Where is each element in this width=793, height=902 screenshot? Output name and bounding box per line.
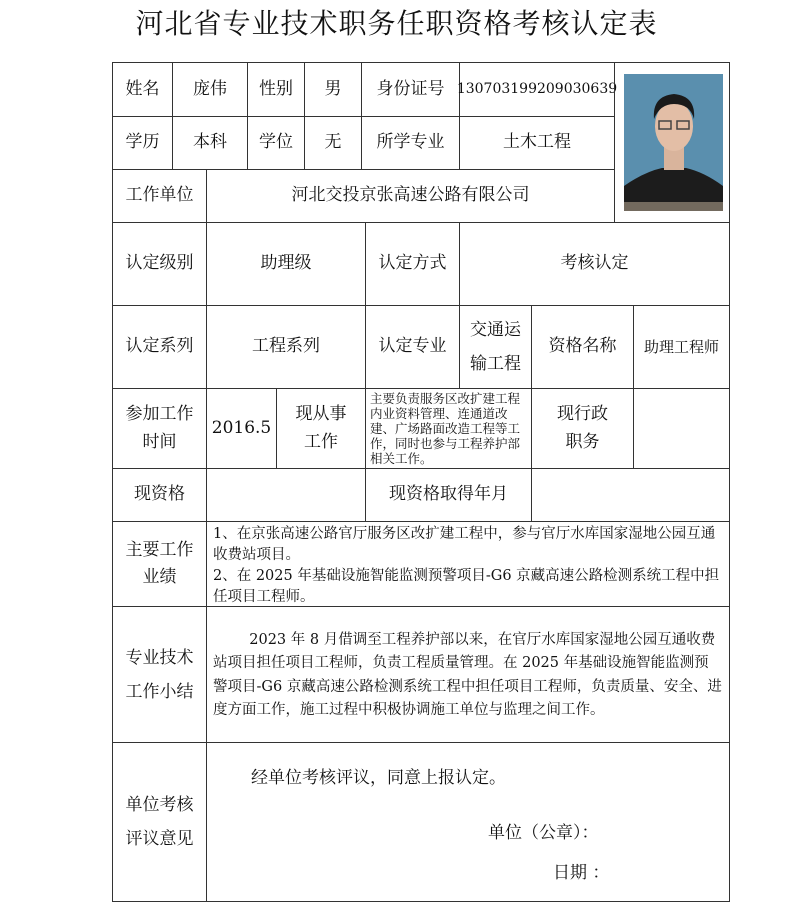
gender-label: 性别 bbox=[247, 62, 305, 117]
id-value: 130703199209030639 bbox=[459, 62, 615, 117]
work-label: 现从事工作 bbox=[276, 388, 366, 469]
work-value: 主要负责服务区改扩建工程内业资料管理、连通道改建、广场路面改造工程等工作，同时也参与工程养护部相关工作。 bbox=[365, 388, 532, 469]
current-qual-label: 现资格 bbox=[112, 468, 207, 522]
qualification-label: 资格名称 bbox=[531, 305, 634, 389]
series-value: 工程系列 bbox=[206, 305, 366, 389]
seal-label: 单位（公章）： bbox=[488, 823, 599, 843]
method-value: 考核认定 bbox=[459, 222, 730, 306]
education-label: 学历 bbox=[112, 116, 173, 170]
level-label: 认定级别 bbox=[112, 222, 207, 306]
achievement-2: 2、在 2025 年基础设施智能监测预警项目-G6 京藏高速公路检测系统工程中担任项目工程师。 bbox=[213, 568, 720, 606]
qual-date-value bbox=[531, 468, 730, 522]
unit-value: 河北交投京张高速公路有限公司 bbox=[206, 169, 615, 223]
post-label: 现行政职务 bbox=[531, 388, 634, 469]
name-label: 姓名 bbox=[112, 62, 173, 117]
education-value: 本科 bbox=[172, 116, 248, 170]
specialty-label: 认定专业 bbox=[365, 305, 460, 389]
opinion-text: 经单位考核评议，同意上报认定。 bbox=[251, 768, 506, 788]
gender-value: 男 bbox=[304, 62, 362, 117]
method-label: 认定方式 bbox=[365, 222, 460, 306]
summary-value: 2023 年 8 月借调至工程养护部以来，在官厅水库国家湿地公园互通收费站项目担任项目工程师，负责工程质量管理。在 2025 年基础设施智能监测预警项目-G6 京藏高速公路检测系统工程中担任项目工程师，负责质量、安全、进度方面工作，施工过程中积极协调施工单位与监理之间工作。 bbox=[206, 606, 730, 743]
qual-date-label: 现资格取得年月 bbox=[365, 468, 532, 522]
major-value: 土木工程 bbox=[459, 116, 615, 170]
summary-label: 专业技术工作小结 bbox=[112, 606, 207, 743]
level-value: 助理级 bbox=[206, 222, 366, 306]
start-label: 参加工作时间 bbox=[112, 388, 207, 469]
degree-label: 学位 bbox=[247, 116, 305, 170]
page-title: 河北省专业技术职务任职资格考核认定表 bbox=[135, 7, 658, 40]
series-label: 认定系列 bbox=[112, 305, 207, 389]
opinion-label: 单位考核评议意见 bbox=[112, 742, 207, 902]
id-label: 身份证号 bbox=[361, 62, 460, 117]
opinion-cell bbox=[206, 742, 730, 902]
unit-label: 工作单位 bbox=[112, 169, 207, 223]
achievement-1: 1、在京张高速公路官厅服务区改扩建工程中，参与官厅水库国家湿地公园互通收费站项目。 bbox=[213, 526, 716, 564]
achievements-value bbox=[206, 521, 730, 607]
date-label: 日期 ： bbox=[553, 863, 610, 883]
qualification-value: 助理工程师 bbox=[633, 305, 730, 389]
start-value: 2016.5 bbox=[206, 388, 277, 469]
post-value bbox=[633, 388, 730, 469]
degree-value: 无 bbox=[304, 116, 362, 170]
applicant-photo bbox=[624, 74, 723, 211]
specialty-value: 交通运输工程 bbox=[459, 305, 532, 389]
name-value: 庞伟 bbox=[172, 62, 248, 117]
current-qual-value bbox=[206, 468, 366, 522]
achievements-label: 主要工作业绩 bbox=[112, 521, 207, 607]
major-label: 所学专业 bbox=[361, 116, 460, 170]
